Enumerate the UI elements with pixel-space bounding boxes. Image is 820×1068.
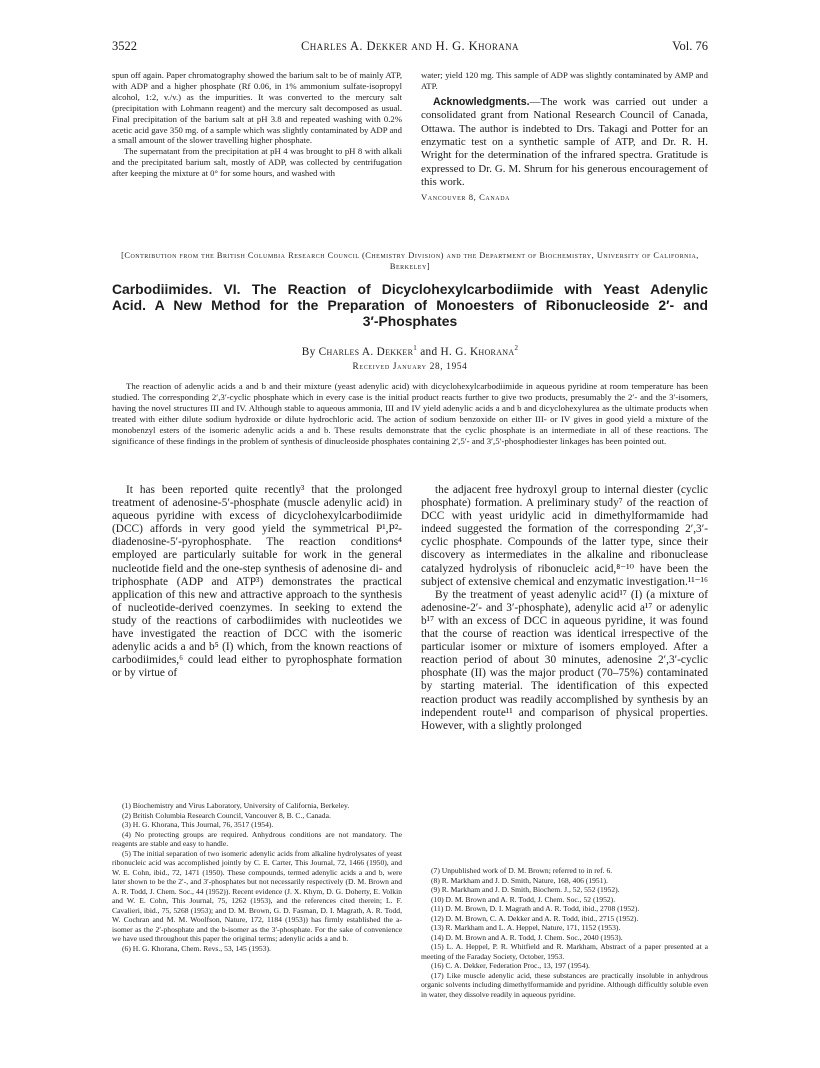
author-name: H. G. Khorana: [440, 345, 515, 358]
footnote: (8) R. Markham and J. D. Smith, Nature, 168, 406 (1951).: [431, 875, 608, 885]
volume-number: Vol. 76: [672, 39, 708, 53]
footnote: (5) The initial separation of two isomeric adenylic acids from alkaline hydrolysates of yeast ribonucleic acid was accomplished jointly by C. E. Carter, This Journal, 72, 1466 (1950), and W. E. Cohn, ibid., 72, 1471 (1950). These compounds, termed adenylic acids a and b, were later shown to be the 2′-, and 3′-phosphates but not necessarily respectively (D. M. Brown and A. R. Todd, J. Chem. Soc., 44 (1952)). Recent evidence (J. X. Khym, D. G. Doherty, E. Volkin and W. E. Cohn, This Journal, 75, 1262 (1953), and the references cited therein; L. F. Cavalieri, ibid., 75, 5268 (1953); and D. M. Brown, G. D. Fasman, D. I. Magrath, A. R. Todd, W. Cochran and M. M. Woolfson, Nature, 172, 1184 (1953)) has firmly established the a-isomer as the 2′-phosphate and the b-isomer as the 3′-phosphate. For the sake of convenience we have used throughout this paper the original terms; adenylic acids a and b.: [112, 848, 402, 943]
footnotes-right: [421, 866, 708, 999]
contribution-line: [Contribution from the British Columbia Research Council (Chemistry Division) and the Department of Biochemistry, University of California, Berkeley]: [121, 251, 699, 271]
prev-continuation: water; yield 120 mg. This sample of ADP was slightly contaminated by AMP and ATP.: [421, 70, 708, 91]
footnote: (9) R. Markham and J. D. Smith, Biochem. J., 52, 552 (1952).: [431, 885, 620, 894]
footnote: (15) L. A. Heppel, P. R. Whitfield and R. Markham, Abstract of a paper presented at a meeting of the Faraday Society, October, 1953.: [421, 942, 708, 961]
author-place: Vancouver 8, Canada: [421, 191, 511, 202]
footnote: (1) Biochemistry and Virus Laboratory, University of California, Berkeley.: [122, 801, 350, 810]
footnote: (14) D. M. Brown and A. R. Todd, J. Chem. Soc., 2040 (1953).: [431, 932, 623, 942]
author-footnote-mark: 1: [413, 344, 418, 352]
byline-by: By: [301, 345, 316, 358]
received-date: Received January 28, 1954: [352, 361, 468, 371]
page-number: 3522: [112, 39, 137, 53]
footnote: (6) H. G. Khorana, Chem. Revs., 53, 145 (1953).: [122, 943, 271, 953]
footnote: (4) No protecting groups are required. Anhydrous conditions are not mandatory. The reagents are stable and easy to handle.: [112, 829, 402, 848]
author-name: Charles A. Dekker: [318, 345, 414, 358]
running-title: Charles A. Dekker and H. G. Khorana: [301, 39, 519, 53]
footnotes-left: [112, 801, 402, 953]
body-left-column: [112, 484, 402, 680]
ack-text: —The work was carried out under a consolidated grant from National Research Council of Canada, Ottawa. The author is indebted to Drs. Takagi and Potter for an enzymatic test on a synthetic sample of ATP, and Dr. R. H. Wright for the determination of the infrared spectra. Gratitude is expressed to Dr. G. M. Shrum for his generous encouragement of this work.: [421, 95, 708, 189]
footnote: (13) R. Markham and L. A. Heppel, Nature, 171, 1152 (1953).: [431, 923, 621, 932]
prev-paragraph: The supernatant from the precipitation at pH 4 was brought to pH 8 with alkali and the precipitated barium salt, mostly of ADP, was collected by centrifugation after keeping the mixture at 0° for some hours, and washed with: [112, 146, 402, 179]
title-line: Carbodiimides. VI. The Reaction of Dicyclohexylcarbodiimide with Yeast Adenylic: [112, 281, 708, 297]
footnote: (2) British Columbia Research Council, Vancouver 8, B. C., Canada.: [122, 810, 331, 820]
ack-heading: Acknowledgments.: [433, 95, 530, 108]
footnote: (3) H. G. Khorana, This Journal, 76, 3517 (1954).: [122, 820, 274, 829]
body-right-column: [421, 484, 708, 733]
author-footnote-mark: 2: [514, 344, 519, 352]
prev-paragraph: spun off again. Paper chromatography showed the barium salt to be of mainly ATP, with ADP and a higher phosphate (Rf 0.06, in 1% ammonium sulfate-isopropyl alcohol, 1:2, v./v.) as the impurities. It was converted to the mercury salt (precipitation with Lohmann reagent) and the mercury salt decomposed as usual. Final precipitation of the barium salt at pH 3.8 and repeated washing with 0.2% acetic acid gave 350 mg. of a sample which was slightly contaminated by ADP and a small amount of the slower travelling higher phosphate.: [112, 70, 402, 146]
body-paragraph: It has been reported quite recently³ that the prolonged treatment of adenosine-5′-phosphate (muscle adenylic acid) in aqueous pyridine with excess of dicyclohexylcarbodiimide (DCC) affords in very good yield the symmetrical P¹,P²-diadenosine-5′-pyrophosphate. The reaction conditions⁴ employed are particularly suitable for work in the general nucleotide field and the one-step synthesis of adenosine di- and triphosphate (ADP and ATP³) demonstrates the practical application of this new and attractive approach to the synthesis of nucleotide-derived coenzymes. In seeking to extend the study of the reactions of carbodiimides with nucleotides we have investigated the reaction of DCC with the isomeric adenylic acids a and b⁵ (I) which, from the known reactions of carbodiimides,⁶ could lead either to pyrophosphate formation or by virtue of: [112, 484, 402, 680]
abstract: The reaction of adenylic acids a and b and their mixture (yeast adenylic acid) with dicyclohexylcarbodiimide in aqueous pyridine at room temperature has been studied. The corresponding 2′,3′-cyclic phosphate which in every case is the initial product reacts further to give two products, presumably the 2′- and the 3′-isomers, having the novel structures III and IV. Although stable to aqueous ammonia, III and IV yield adenylic acids a and b and dicyclohexylurea as the ultimate products when treated with either dilute sodium hydroxide or dilute hydrochloric acid. The action of sodium benzoxide on either III- or IV gives in good yield a mixture of the monobenzyl esters of the isomeric adenylic acids a and b. These results demonstrate that the cyclic phosphate is an intermediate in all of these reactions. The significance of these findings in the problem of synthesis of dinucleoside phosphates containing 2′,5′- and 3′,5′-phosphodiester linkages has been pointed out.: [112, 381, 708, 446]
prev-article-left-column: [112, 70, 402, 179]
article-title: [112, 281, 708, 329]
body-paragraph: the adjacent free hydroxyl group to internal diester (cyclic phosphate) formation. A preliminary study⁷ of the reaction of DCC with yeast uridylic acid in dimethylformamide had indeed suggested the formation of the corresponding 2′,3′-cyclic phosphate. Compounds of the latter type, since their discovery as intermediates in the alkaline and ribonuclease catalyzed hydrolysis of ribonucleic acid,⁸⁻¹⁰ have been the subject of extensive chemical and enzymatic investigation.¹¹⁻¹⁶: [421, 484, 708, 588]
acknowledgments: [421, 96, 708, 190]
title-line: 3′-Phosphates: [362, 313, 458, 329]
byline-and: and: [420, 345, 438, 358]
footnote: (17) Like muscle adenylic acid, these substances are practically insoluble in anhydrous organic solvents including dimethylformamide and pyridine. Although difficultly soluble even in water, they dissolve readily in aqueous pyridine.: [421, 970, 708, 999]
footnote: (11) D. M. Brown, D. I. Magrath and A. R. Todd, ibid., 2708 (1952).: [431, 904, 640, 913]
footnote: (7) Unpublished work of D. M. Brown; referred to in ref. 6.: [431, 866, 613, 875]
footnote: (10) D. M. Brown and A. R. Todd, J. Chem. Soc., 52 (1952).: [431, 894, 616, 904]
title-line: Acid. A New Method for the Preparation of Monoesters of Ribonucleoside 2′- and: [112, 297, 708, 313]
prev-article-right-column: [421, 70, 708, 202]
footnote: (12) D. M. Brown, C. A. Dekker and A. R. Todd, ibid., 2715 (1952).: [431, 913, 639, 923]
running-header: [112, 39, 708, 55]
footnote: (16) C. A. Dekker, Federation Proc., 13, 197 (1954).: [431, 961, 590, 970]
byline: [112, 344, 708, 358]
body-paragraph: By the treatment of yeast adenylic acid¹⁷ (I) (a mixture of adenosine-2′- and 3′-phosphate), adenylic acid a¹⁷ or adenylic b¹⁷ with an excess of DCC in aqueous pyridine, it was found that the course of reaction was identical irrespective of the particular isomer or mixture of isomers employed. After a reaction period of about 30 minutes, adenosine 2′,3′-cyclic phosphate (II) was the major product (70–75%) contaminated by starting material. The identification of this expected reaction product was readily accomplished by synthesis by an independent route¹¹ and comparison of physical properties. However, with a slightly prolonged: [421, 588, 708, 732]
